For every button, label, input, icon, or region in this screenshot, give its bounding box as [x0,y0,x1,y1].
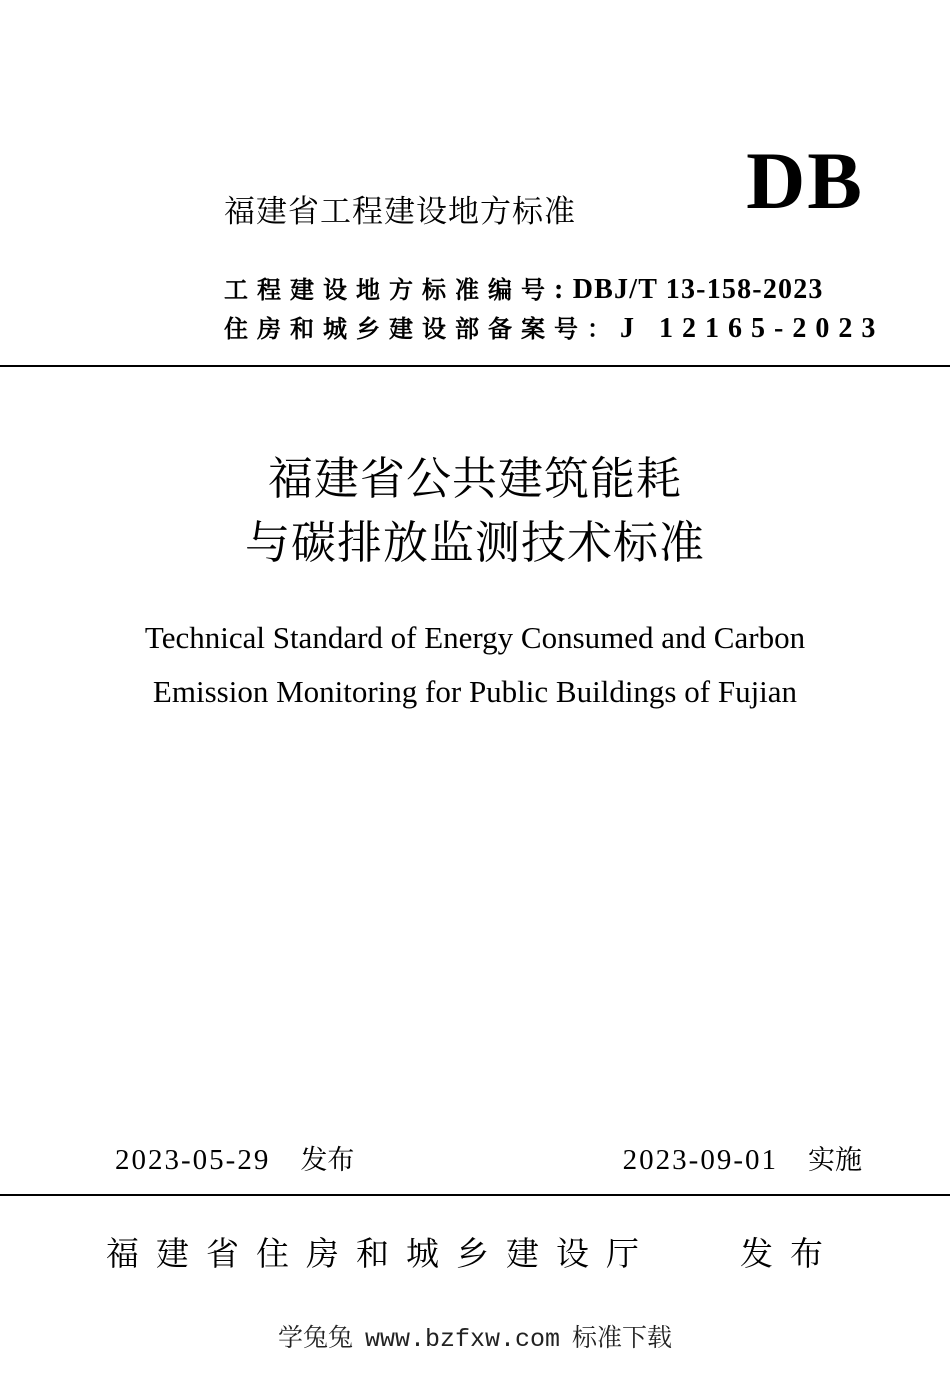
issue-date-block [115,1138,354,1177]
watermark-prefix: 学兔兔 [277,1323,353,1352]
issue-date: 2023-05-29 [115,1144,271,1176]
title-cn-line-1: 福建省公共建筑能耗 [267,452,682,505]
series-name: 福建省工程建设地方标准 [224,194,576,230]
watermark-suffix: 标准下载 [572,1323,673,1352]
issue-label: 发布 [300,1145,355,1176]
issuer-name: 福建省住房和城乡建设厅 [106,1234,656,1273]
db-mark: DB [746,135,864,226]
record-number-label: 住房和城乡建设部备案号： [224,315,620,343]
title-en-line-1: Technical Standard of Energy Consumed and Carbon [144,620,806,655]
record-number-value: J 12165-2023 [620,313,885,344]
standard-code-value: : DBJ/T 13-158-2023 [554,274,824,305]
title-en-line-2: Emission Monitoring for Public Buildings of Fujian [152,674,798,709]
implement-label: 实施 [808,1145,862,1176]
watermark-footer [0,1318,950,1354]
standard-code-line [224,270,824,306]
bottom-divider [0,1194,950,1196]
title-cn-line-2: 与碳排放监测技术标准 [244,516,705,569]
record-number-line [224,309,884,345]
issuer-action: 发布 [740,1234,840,1273]
watermark-url[interactable]: www.bzfxw.com [364,1325,561,1354]
top-divider [0,365,950,367]
implement-date: 2023-09-01 [622,1144,778,1176]
standard-code-label: 工程建设地方标准编号 [224,276,554,304]
implement-date-block [623,1138,862,1177]
